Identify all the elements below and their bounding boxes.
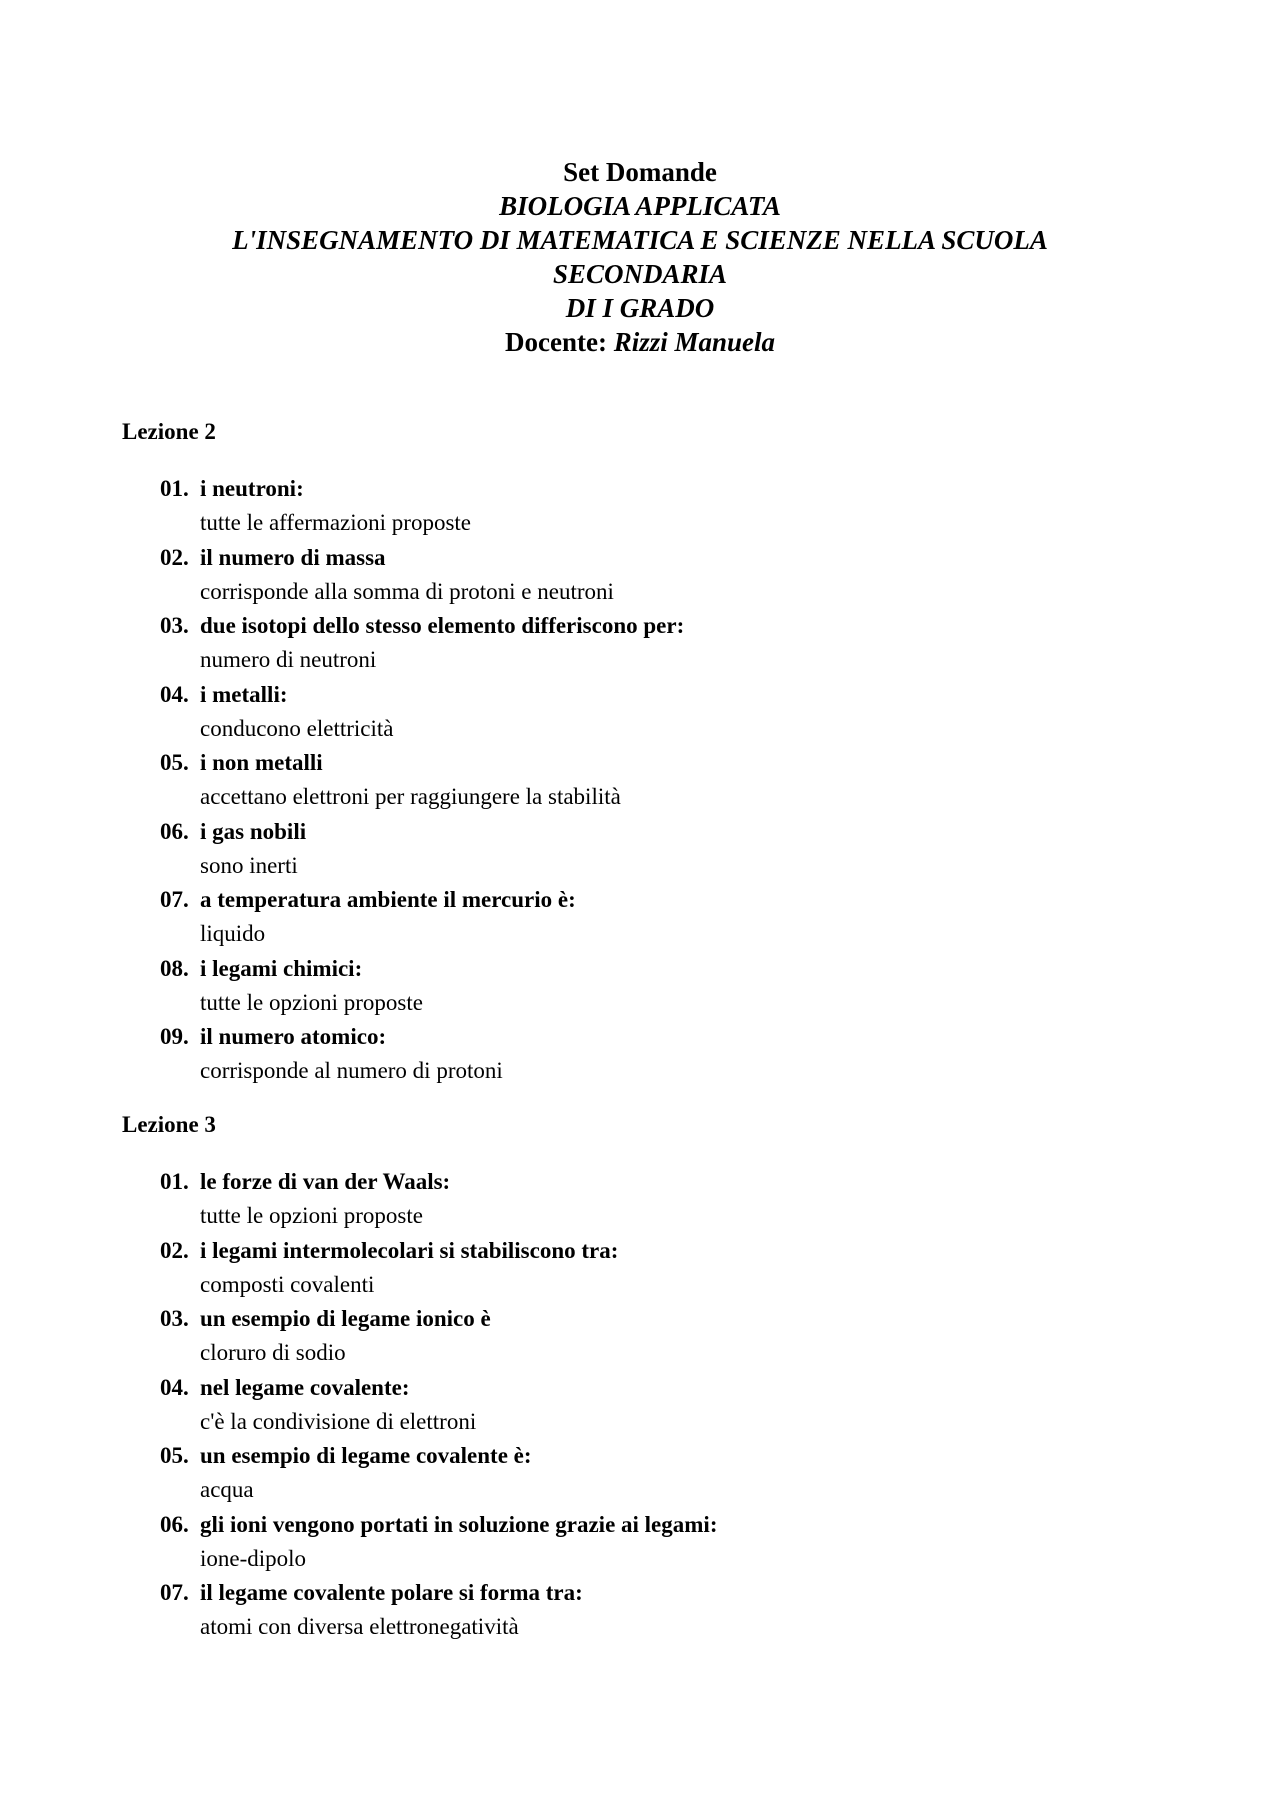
teacher-label: Docente: <box>504 327 607 357</box>
question-number: 05. <box>160 1443 189 1468</box>
question-item <box>160 1020 1260 1089</box>
course-title-line-1: L'INSEGNAMENTO DI MATEMATICA E SCIENZE NELLA SCUOLA <box>232 225 1048 255</box>
question-text: il numero atomico: <box>200 1024 387 1049</box>
question-line <box>160 1302 1260 1336</box>
question-text: gli ioni vengono portati in soluzione grazie ai legami: <box>200 1511 718 1537</box>
question-item <box>160 1508 1260 1577</box>
question-item <box>160 1302 1260 1371</box>
question-item <box>160 815 1260 884</box>
answer-text: liquido <box>200 921 266 946</box>
question-line <box>160 1234 1260 1268</box>
answer-text: ione-dipolo <box>200 1545 307 1571</box>
document-header <box>0 155 1280 359</box>
question-line <box>160 1508 1260 1542</box>
course-title-line-3: DI I GRADO <box>565 293 715 323</box>
lesson-section <box>122 418 1222 1083</box>
answer-text: atomi con diversa elettronegatività <box>200 1614 519 1639</box>
question-number: 07. <box>160 1580 189 1605</box>
question-line <box>160 1576 1260 1610</box>
question-item <box>160 472 1260 541</box>
question-line <box>160 678 1260 712</box>
question-text: due isotopi dello stesso elemento differiscono per: <box>200 613 685 638</box>
question-item <box>160 1439 1260 1508</box>
teacher-name: Rizzi Manuela <box>613 327 775 357</box>
document-title: Set Domande <box>563 157 717 187</box>
question-line <box>160 883 1260 917</box>
question-line <box>160 609 1260 643</box>
question-number: 03. <box>160 613 189 638</box>
question-number: 03. <box>160 1306 189 1331</box>
question-item <box>160 609 1260 678</box>
teacher-line <box>0 325 1280 359</box>
lesson-section <box>122 1111 1222 1639</box>
question-line <box>160 746 1260 780</box>
question-number: 02. <box>160 544 189 570</box>
question-line <box>160 1020 1260 1054</box>
answer-text: composti covalenti <box>200 1271 375 1297</box>
lesson-title: Lezione 2 <box>122 419 216 444</box>
question-text: i metalli: <box>200 681 288 707</box>
question-line <box>160 1371 1260 1405</box>
question-line <box>160 1165 1260 1199</box>
lesson-title: Lezione 3 <box>122 1112 216 1137</box>
question-number: 04. <box>160 681 189 707</box>
question-number: 02. <box>160 1237 189 1263</box>
question-text: le forze di van der Waals: <box>200 1169 451 1194</box>
question-line <box>160 1439 1260 1473</box>
question-text: i legami chimici: <box>200 955 363 981</box>
question-number: 06. <box>160 818 189 844</box>
question-item <box>160 1576 1260 1645</box>
answer-text: accettano elettroni per raggiungere la stabilità <box>200 784 621 809</box>
question-line <box>160 952 1260 986</box>
question-item <box>160 952 1260 1021</box>
question-item <box>160 678 1260 747</box>
answer-text: acqua <box>200 1477 254 1502</box>
answer-text: c'è la condivisione di elettroni <box>200 1408 477 1434</box>
question-text: i neutroni: <box>200 476 304 501</box>
question-item <box>160 883 1260 952</box>
question-text: nel legame covalente: <box>200 1374 410 1400</box>
question-item <box>160 746 1260 815</box>
course-title-line-2: SECONDARIA <box>552 259 728 289</box>
question-text: il legame covalente polare si forma tra: <box>200 1580 583 1605</box>
question-number: 01. <box>160 1169 189 1194</box>
question-number: 06. <box>160 1511 189 1537</box>
question-text: i non metalli <box>200 750 323 775</box>
answer-text: cloruro di sodio <box>200 1340 346 1365</box>
question-line <box>160 541 1260 575</box>
question-line <box>160 472 1260 506</box>
question-list <box>160 472 1260 1089</box>
answer-text: corrisponde al numero di protoni <box>200 1058 503 1083</box>
answer-text: sono inerti <box>200 852 298 878</box>
question-number: 05. <box>160 750 189 775</box>
answer-text: conducono elettricità <box>200 715 394 741</box>
question-item <box>160 1234 1260 1303</box>
question-text: il numero di massa <box>200 544 386 570</box>
question-text: un esempio di legame ionico è <box>200 1306 491 1331</box>
question-number: 08. <box>160 955 189 981</box>
answer-text: tutte le opzioni proposte <box>200 989 423 1015</box>
question-item <box>160 1165 1260 1234</box>
question-item <box>160 1371 1260 1440</box>
question-text: a temperatura ambiente il mercurio è: <box>200 887 576 912</box>
question-text: i gas nobili <box>200 818 307 844</box>
answer-text: tutte le opzioni proposte <box>200 1203 423 1228</box>
answer-text: tutte le affermazioni proposte <box>200 510 472 535</box>
subject-title: BIOLOGIA APPLICATA <box>499 191 781 221</box>
question-number: 07. <box>160 887 189 912</box>
question-text: un esempio di legame covalente è: <box>200 1443 532 1468</box>
question-number: 01. <box>160 476 189 501</box>
question-text: i legami intermolecolari si stabiliscono tra: <box>200 1237 619 1263</box>
question-number: 04. <box>160 1374 189 1400</box>
answer-text: corrisponde alla somma di protoni e neutroni <box>200 578 614 604</box>
question-item <box>160 541 1260 610</box>
question-list <box>160 1165 1260 1645</box>
question-number: 09. <box>160 1024 189 1049</box>
answer-text: numero di neutroni <box>200 647 377 672</box>
question-line <box>160 815 1260 849</box>
